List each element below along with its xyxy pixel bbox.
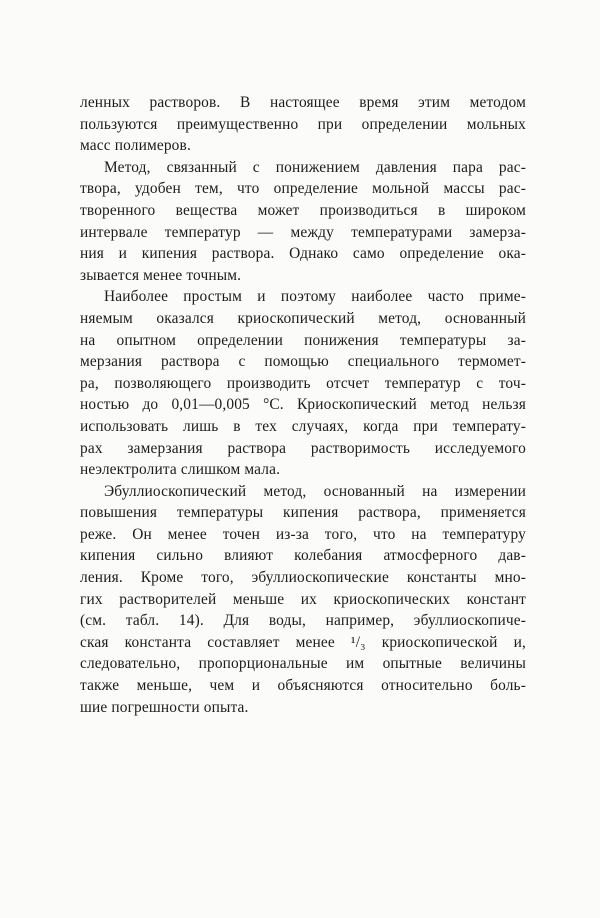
text-line: на опытном определении понижения температуры за- <box>80 331 526 349</box>
text-line: также меньше, чем и объясняются относительно боль- <box>80 677 526 695</box>
text-line: ская константа составляет менее ¹/₃ криоскопической и, <box>80 633 526 651</box>
text-line: творенного вещества может производиться в широком <box>80 201 526 219</box>
text-line: гих растворителей меньше их криоскопических констант <box>80 590 526 608</box>
text-line: мерзания раствора с помощью специального термомет- <box>80 353 526 371</box>
text-line: интервале температур — между температурами замерза- <box>80 223 526 241</box>
text-line: зывается менее точным. <box>80 266 242 284</box>
paragraph <box>80 157 526 287</box>
text-line: ра, позволяющего производить отсчет температур с точ- <box>80 374 526 392</box>
text-line: использовать лишь в тех случаях, когда при температу- <box>80 417 526 435</box>
text-line: следовательно, пропорциональные им опытные величины <box>80 655 526 673</box>
text-line: (см. табл. 14). Для воды, например, эбуллиоскопиче- <box>80 612 526 630</box>
text-line: няемым оказался криоскопический метод, основанный <box>80 309 526 327</box>
text-line: Эбуллиоскопический метод, основанный на измерении <box>104 482 526 500</box>
text-line: масс полимеров. <box>80 137 191 155</box>
text-line: твора, удобен тем, что определение мольной массы рас- <box>80 180 526 198</box>
text-line: повышения температуры кипения раствора, применяется <box>80 504 526 522</box>
paragraph <box>80 286 526 480</box>
text-line: Наиболее простым и поэтому наиболее часто приме- <box>104 288 526 306</box>
paragraph <box>80 481 526 719</box>
paragraph <box>80 92 526 157</box>
text-line: реже. Он менее точен из-за того, что на температуру <box>80 525 526 543</box>
body-text <box>80 92 526 718</box>
text-line: ния и кипения раствора. Однако само определение ока- <box>80 245 526 263</box>
text-line: кипения сильно влияют колебания атмосферного дав- <box>80 547 526 565</box>
text-line: ностью до 0,01—0,005 °С. Криоскопический метод нельзя <box>80 396 526 414</box>
text-line: шие погрешности опыта. <box>80 698 249 716</box>
text-line: неэлектролита слишком мала. <box>80 461 281 479</box>
text-line: рах замерзания раствора растворимость исследуемого <box>80 439 526 457</box>
text-line: ленных растворов. В настоящее время этим методом <box>80 94 526 111</box>
text-line: пользуются преимущественно при определении мольных <box>80 115 526 133</box>
text-line: ления. Кроме того, эбуллиоскопические константы мно- <box>80 569 526 587</box>
text-line: Метод, связанный с понижением давления пара рас- <box>104 158 526 176</box>
